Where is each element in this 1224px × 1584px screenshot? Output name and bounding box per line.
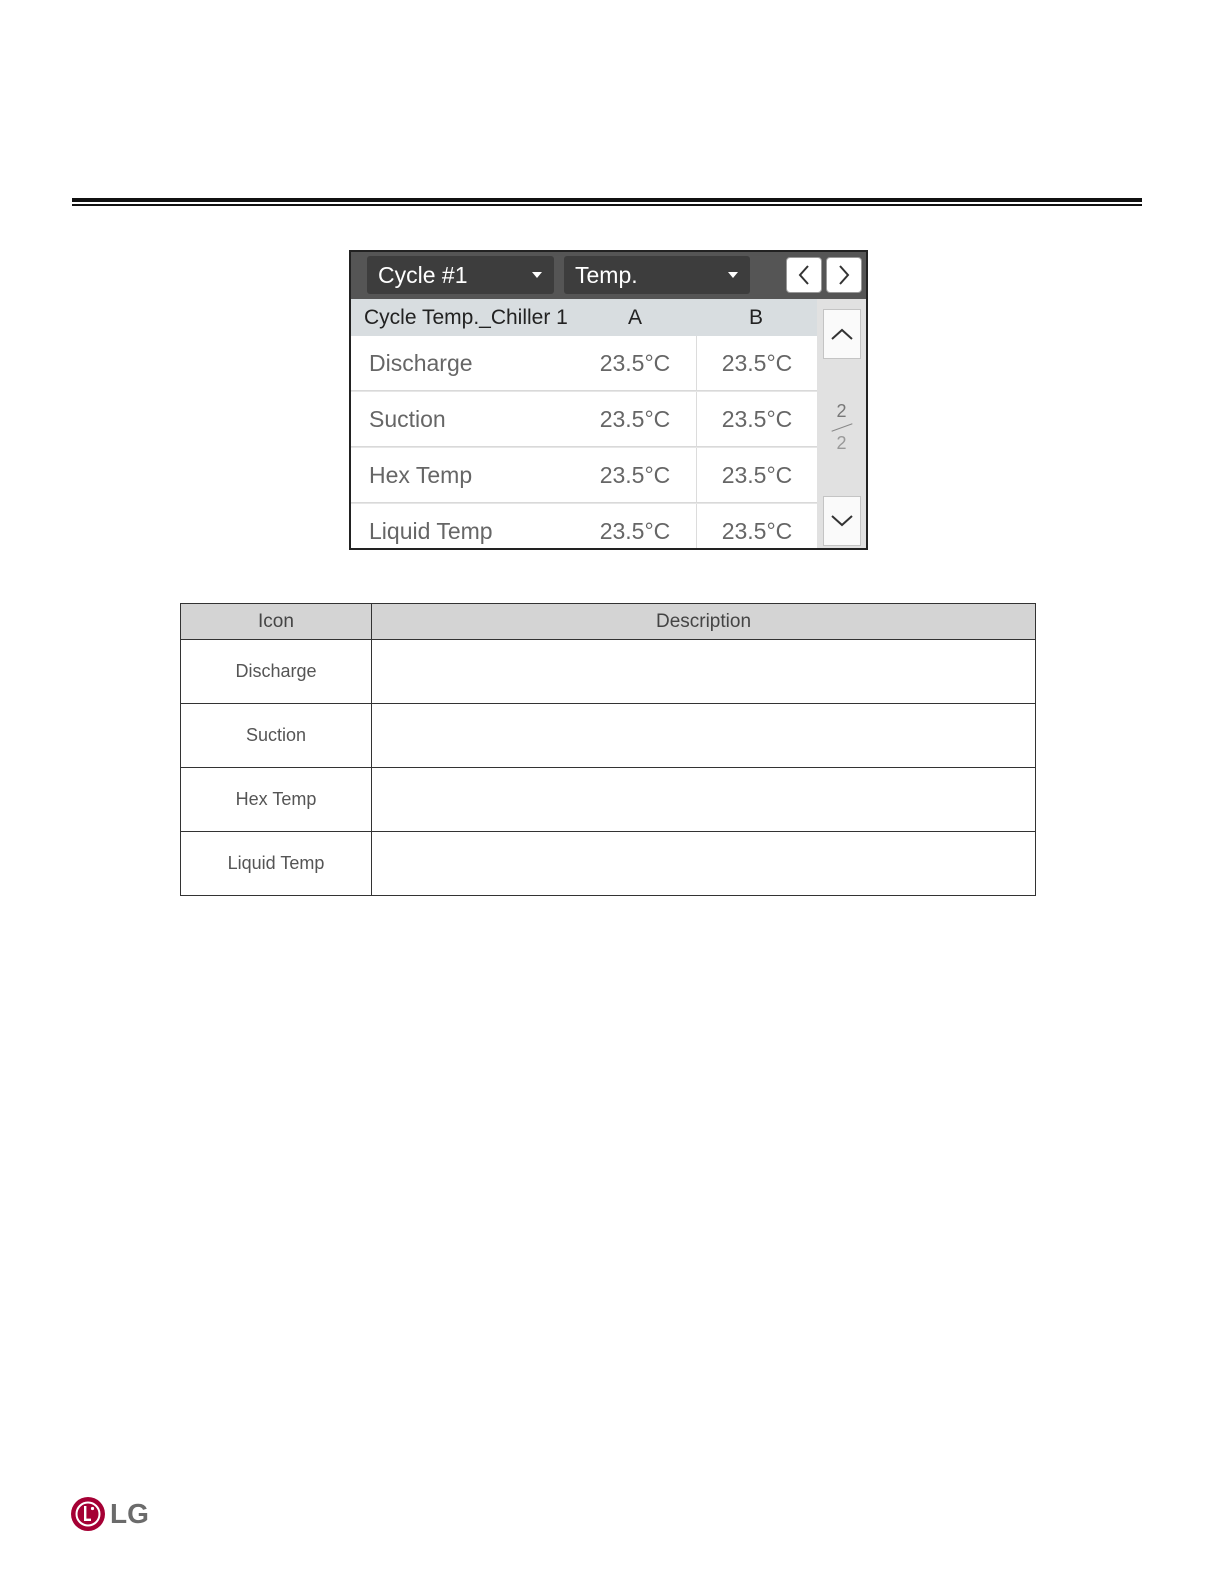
scroll-up-button[interactable] — [823, 309, 861, 359]
chevron-down-icon — [830, 514, 854, 528]
row-value-b: 23.5°C — [696, 392, 817, 447]
row-value-a: 23.5°C — [599, 518, 671, 544]
description-cell — [372, 704, 1036, 768]
lg-logo-icon — [71, 1497, 105, 1531]
row-value-b: 23.5°C — [696, 336, 817, 391]
row-divider — [351, 390, 817, 391]
table-row — [351, 392, 817, 447]
table-row — [181, 832, 1036, 896]
screen-top-bar — [351, 252, 866, 299]
column-header-b: B — [748, 306, 763, 329]
table-row — [351, 504, 817, 550]
table-row — [181, 768, 1036, 832]
row-divider — [351, 446, 817, 447]
caret-down-icon — [728, 272, 738, 278]
icon-cell: Hex Temp — [181, 768, 372, 832]
scroll-down-button[interactable] — [823, 496, 861, 546]
header-rule-thick — [72, 198, 1142, 202]
table-row — [351, 336, 817, 391]
table-row — [181, 704, 1036, 768]
icon-cell: Suction — [181, 704, 372, 768]
row-divider — [351, 502, 817, 503]
column-header-a: A — [627, 306, 642, 329]
chevron-left-icon — [797, 264, 811, 286]
row-value-b: 23.5°C — [696, 448, 817, 503]
row-label: Liquid Temp — [369, 518, 493, 544]
row-value-b: 23.5°C — [696, 504, 817, 550]
row-label: Discharge — [369, 350, 473, 376]
mode-dropdown[interactable] — [564, 256, 750, 294]
next-button[interactable] — [826, 257, 862, 293]
data-table-header — [351, 299, 817, 336]
scroll-panel — [817, 299, 866, 550]
row-value-a: 23.5°C — [599, 462, 671, 488]
row-value-a: 23.5°C — [599, 350, 671, 376]
logo-text: LG — [110, 1498, 149, 1529]
chevron-right-icon — [837, 264, 851, 286]
description-cell — [372, 640, 1036, 704]
description-table-header — [181, 604, 1036, 640]
description-column-header: Description — [372, 604, 1036, 640]
page-current: 2 — [836, 401, 847, 421]
header-rule-thin — [72, 204, 1142, 206]
chevron-up-icon — [830, 327, 854, 341]
cycle-dropdown-label: Cycle #1 — [378, 262, 468, 288]
table-row — [351, 448, 817, 503]
icon-cell: Liquid Temp — [181, 832, 372, 896]
controller-screen — [349, 250, 868, 550]
table-title: Cycle Temp._Chiller 1 — [364, 306, 568, 329]
row-label: Hex Temp — [369, 462, 473, 488]
icon-column-header: Icon — [181, 604, 372, 640]
lg-logo — [71, 1497, 149, 1531]
table-row — [181, 640, 1036, 704]
description-table — [180, 603, 1036, 896]
description-cell — [372, 768, 1036, 832]
cycle-dropdown[interactable] — [367, 256, 554, 294]
description-cell — [372, 832, 1036, 896]
page-total: 2 — [836, 433, 847, 453]
icon-cell: Discharge — [181, 640, 372, 704]
caret-down-icon — [532, 272, 542, 278]
page-separator — [831, 423, 852, 431]
mode-dropdown-label: Temp. — [575, 262, 638, 288]
row-label: Suction — [369, 406, 446, 432]
row-value-a: 23.5°C — [599, 406, 671, 432]
previous-button[interactable] — [786, 257, 822, 293]
